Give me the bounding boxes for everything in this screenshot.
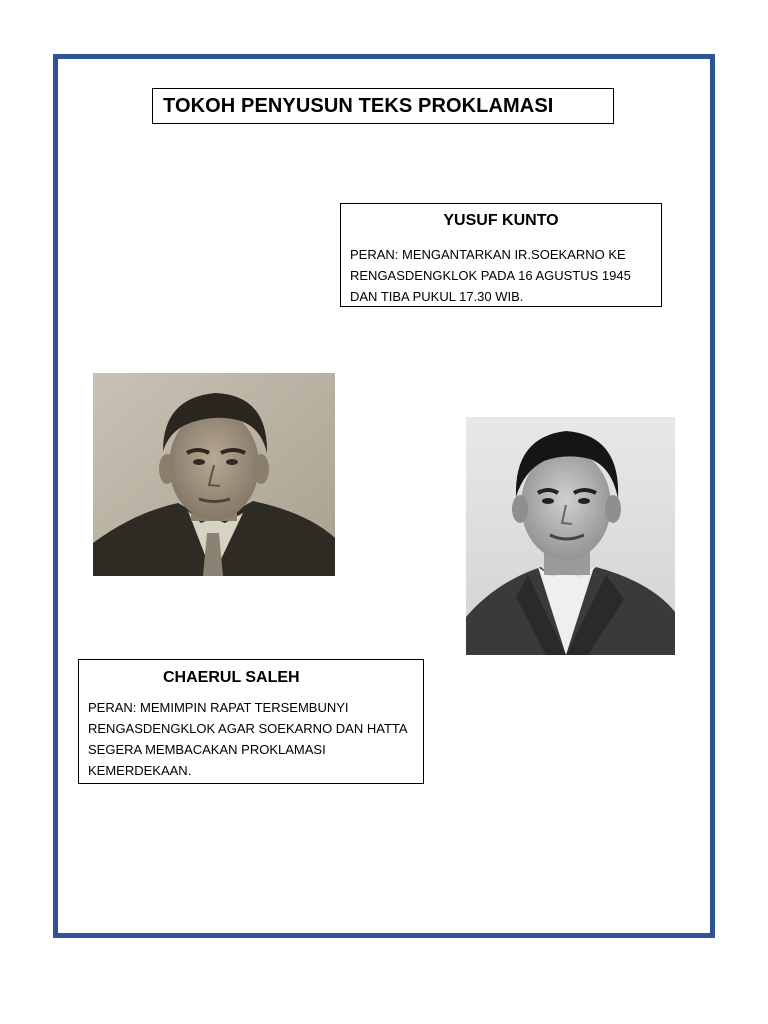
title-box bbox=[152, 88, 614, 124]
yusuf-kunto-info-box bbox=[340, 203, 662, 307]
page-title: TOKOH PENYUSUN TEKS PROKLAMASI bbox=[163, 94, 554, 117]
chaerul-saleh-info-box bbox=[78, 659, 424, 784]
portrait-photo-grayscale bbox=[466, 417, 675, 655]
portrait-photo-sepia bbox=[93, 373, 335, 576]
figure-name: YUSUF KUNTO bbox=[443, 212, 559, 229]
figure-name: CHAERUL SALEH bbox=[163, 669, 300, 686]
figure-role: PERAN: MENGANTARKAN IR.SOEKARNO KE RENGASDENGKLOK PADA 16 AGUSTUS 1945 DAN TIBA PUKUL 17.30 WIB. bbox=[350, 247, 631, 304]
figure-role: PERAN: MEMIMPIN RAPAT TERSEMBUNYI RENGASDENGKLOK AGAR SOEKARNO DAN HATTA SEGERA MEMBACAKAN PROKLAMASI KEMERDEKAAN. bbox=[88, 700, 407, 778]
